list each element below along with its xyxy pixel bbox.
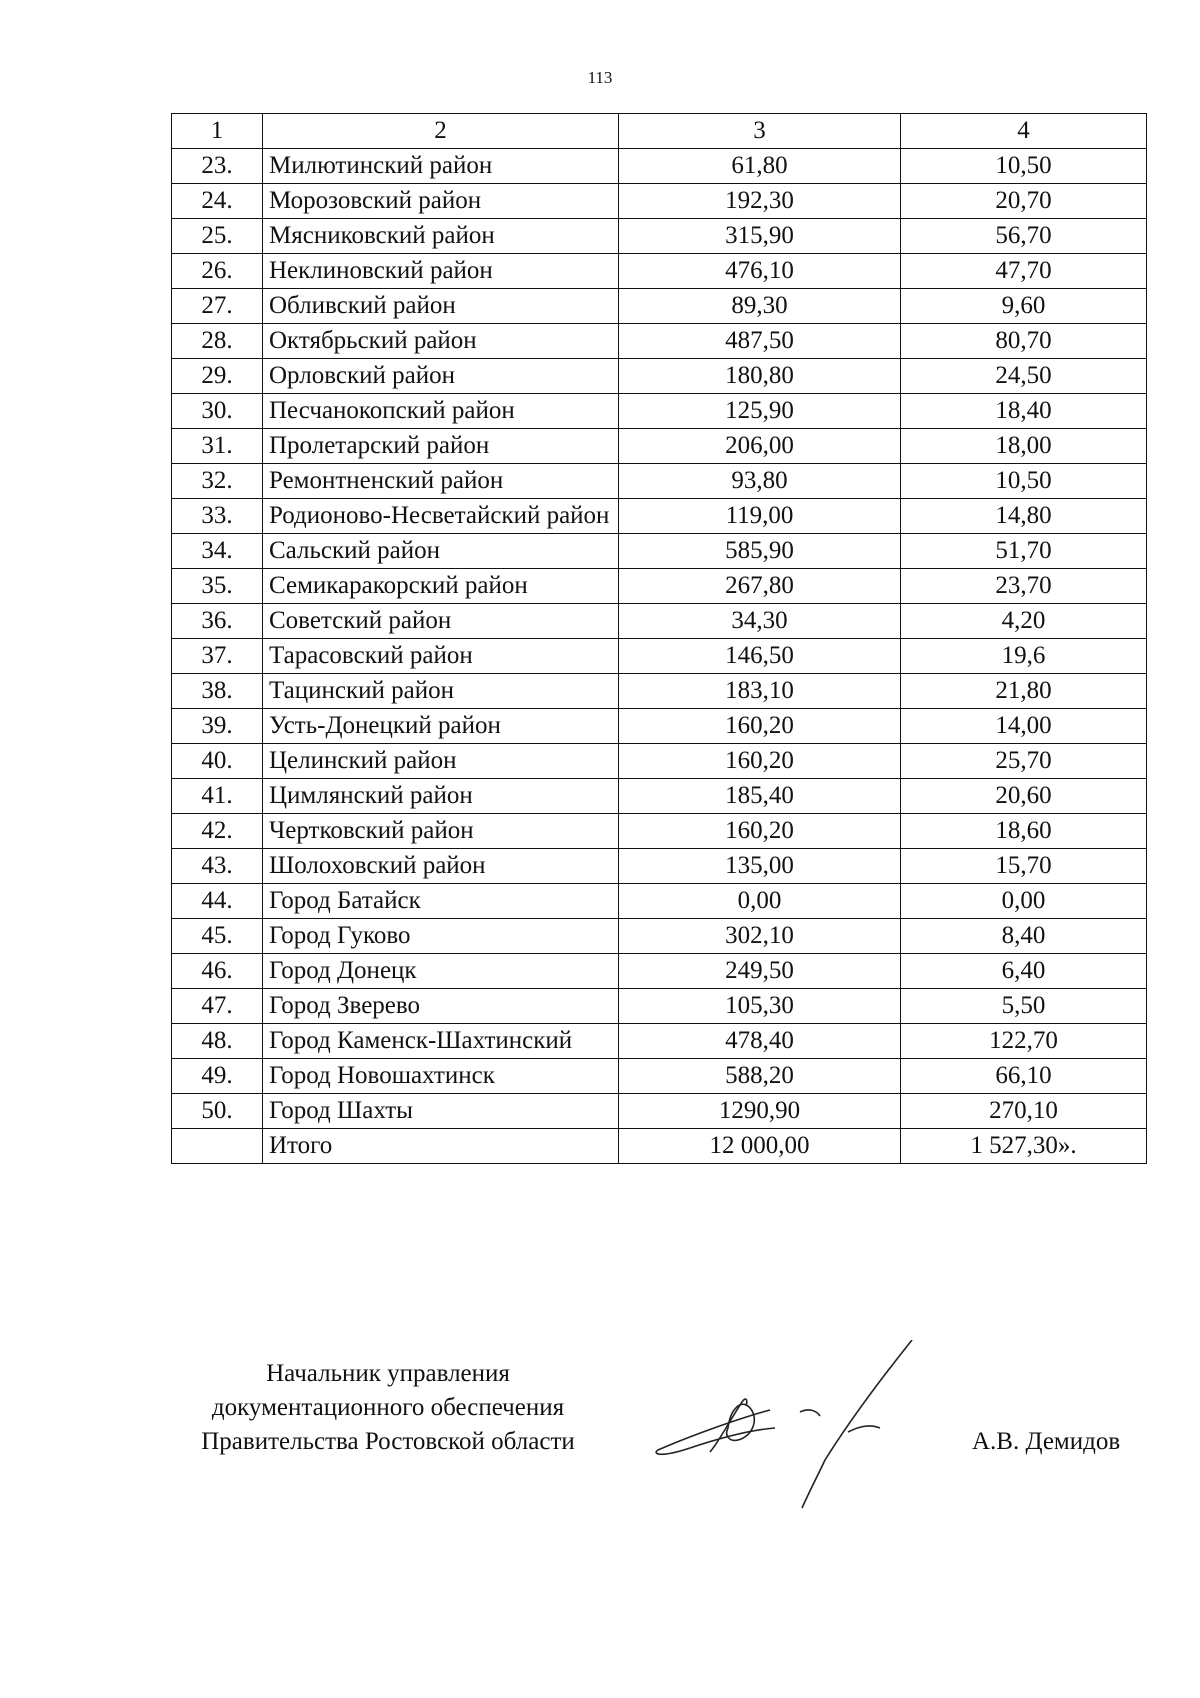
row-number-cell: 41.	[172, 779, 263, 814]
value-cell: 14,00	[901, 709, 1147, 744]
district-name-cell: Целинский район	[263, 744, 619, 779]
value-cell: 80,70	[901, 324, 1147, 359]
value-cell: 249,50	[619, 954, 901, 989]
district-name-cell: Неклиновский район	[263, 254, 619, 289]
district-name-cell: Чертковский район	[263, 814, 619, 849]
value-cell: 14,80	[901, 499, 1147, 534]
header-cell: 2	[263, 114, 619, 149]
row-number-cell: 44.	[172, 884, 263, 919]
table-row	[172, 429, 1147, 464]
value-cell: 588,20	[619, 1059, 901, 1094]
signatory-name: А.В. Демидов	[972, 1428, 1121, 1455]
value-cell: 10,50	[901, 464, 1147, 499]
value-cell: 135,00	[619, 849, 901, 884]
header-cell: 3	[619, 114, 901, 149]
table-row	[172, 359, 1147, 394]
value-cell: 21,80	[901, 674, 1147, 709]
value-cell: 185,40	[619, 779, 901, 814]
signature-title-line: документационного обеспечения	[211, 1394, 565, 1421]
total-row	[172, 1129, 1147, 1164]
row-number-cell: 23.	[172, 149, 263, 184]
value-cell: 122,70	[901, 1024, 1147, 1059]
value-cell: 119,00	[619, 499, 901, 534]
value-cell: 1290,90	[619, 1094, 901, 1129]
value-cell: 146,50	[619, 639, 901, 674]
value-cell: 15,70	[901, 849, 1147, 884]
value-cell: 25,70	[901, 744, 1147, 779]
district-name-cell: Пролетарский район	[263, 429, 619, 464]
district-name-cell: Тацинский район	[263, 674, 619, 709]
value-cell: 6,40	[901, 954, 1147, 989]
district-name-cell: Советский район	[263, 604, 619, 639]
page-number: 113	[587, 68, 613, 87]
value-cell: 34,30	[619, 604, 901, 639]
table-row	[172, 149, 1147, 184]
district-name-cell: Орловский район	[263, 359, 619, 394]
value-cell: 61,80	[619, 149, 901, 184]
table-row	[172, 814, 1147, 849]
district-name-cell: Сальский район	[263, 534, 619, 569]
table-row	[172, 289, 1147, 324]
value-cell: 478,40	[619, 1024, 901, 1059]
value-cell: 8,40	[901, 919, 1147, 954]
value-cell: 270,10	[901, 1094, 1147, 1129]
district-name-cell: Тарасовский район	[263, 639, 619, 674]
row-number-cell: 36.	[172, 604, 263, 639]
row-number-cell: 42.	[172, 814, 263, 849]
row-number-cell: 48.	[172, 1024, 263, 1059]
district-name-cell: Обливский район	[263, 289, 619, 324]
value-cell: 105,30	[619, 989, 901, 1024]
value-cell: 10,50	[901, 149, 1147, 184]
value-cell: 315,90	[619, 219, 901, 254]
signature-title-line: Начальник управления	[266, 1360, 510, 1387]
district-name-cell: Семикаракорский район	[263, 569, 619, 604]
value-cell: 89,30	[619, 289, 901, 324]
value-cell: 476,10	[619, 254, 901, 289]
district-name-cell: Усть-Донецкий район	[263, 709, 619, 744]
value-cell: 19,6	[901, 639, 1147, 674]
value-cell: 56,70	[901, 219, 1147, 254]
district-name-cell: Мясниковский район	[263, 219, 619, 254]
signature-title-line: Правительства Ростовской области	[201, 1428, 575, 1455]
district-name-cell: Город Батайск	[263, 884, 619, 919]
row-number-cell: 47.	[172, 989, 263, 1024]
value-cell: 487,50	[619, 324, 901, 359]
header-cell: 4	[901, 114, 1147, 149]
total-empty-cell	[172, 1129, 263, 1164]
table-header-row	[172, 114, 1147, 149]
table-row	[172, 464, 1147, 499]
handwritten-signature	[650, 1340, 940, 1510]
row-number-cell: 29.	[172, 359, 263, 394]
row-number-cell: 32.	[172, 464, 263, 499]
row-number-cell: 30.	[172, 394, 263, 429]
value-cell: 0,00	[619, 884, 901, 919]
total-value-cell: 12 000,00	[619, 1129, 901, 1164]
value-cell: 4,20	[901, 604, 1147, 639]
district-name-cell: Октябрьский район	[263, 324, 619, 359]
row-number-cell: 25.	[172, 219, 263, 254]
row-number-cell: 33.	[172, 499, 263, 534]
value-cell: 93,80	[619, 464, 901, 499]
district-name-cell: Город Каменск-Шахтинский	[263, 1024, 619, 1059]
row-number-cell: 45.	[172, 919, 263, 954]
value-cell: 180,80	[619, 359, 901, 394]
value-cell: 47,70	[901, 254, 1147, 289]
value-cell: 160,20	[619, 814, 901, 849]
table-row	[172, 394, 1147, 429]
value-cell: 160,20	[619, 744, 901, 779]
district-name-cell: Милютинский район	[263, 149, 619, 184]
table-row	[172, 639, 1147, 674]
header-cell: 1	[172, 114, 263, 149]
row-number-cell: 46.	[172, 954, 263, 989]
row-number-cell: 34.	[172, 534, 263, 569]
district-name-cell: Ремонтненский район	[263, 464, 619, 499]
value-cell: 206,00	[619, 429, 901, 464]
value-cell: 18,40	[901, 394, 1147, 429]
value-cell: 0,00	[901, 884, 1147, 919]
table-row	[172, 744, 1147, 779]
table-row	[172, 1059, 1147, 1094]
district-name-cell: Город Зверево	[263, 989, 619, 1024]
value-cell: 160,20	[619, 709, 901, 744]
table-row	[172, 674, 1147, 709]
row-number-cell: 28.	[172, 324, 263, 359]
value-cell: 192,30	[619, 184, 901, 219]
value-cell: 267,80	[619, 569, 901, 604]
value-cell: 125,90	[619, 394, 901, 429]
district-name-cell: Морозовский район	[263, 184, 619, 219]
value-cell: 24,50	[901, 359, 1147, 394]
table-row	[172, 919, 1147, 954]
table-row	[172, 849, 1147, 884]
table-row	[172, 604, 1147, 639]
value-cell: 51,70	[901, 534, 1147, 569]
district-name-cell: Город Новошахтинск	[263, 1059, 619, 1094]
district-name-cell: Цимлянский район	[263, 779, 619, 814]
row-number-cell: 39.	[172, 709, 263, 744]
row-number-cell: 38.	[172, 674, 263, 709]
table-row	[172, 1024, 1147, 1059]
table-row	[172, 954, 1147, 989]
district-name-cell: Песчанокопский район	[263, 394, 619, 429]
value-cell: 18,60	[901, 814, 1147, 849]
table-row	[172, 989, 1147, 1024]
table-row	[172, 779, 1147, 814]
table-row	[172, 499, 1147, 534]
value-cell: 183,10	[619, 674, 901, 709]
value-cell: 20,70	[901, 184, 1147, 219]
district-name-cell: Город Гуково	[263, 919, 619, 954]
district-name-cell: Шолоховский район	[263, 849, 619, 884]
value-cell: 302,10	[619, 919, 901, 954]
row-number-cell: 43.	[172, 849, 263, 884]
district-name-cell: Родионово-Несветайский район	[263, 499, 619, 534]
row-number-cell: 50.	[172, 1094, 263, 1129]
total-value-cell: 1 527,30».	[901, 1129, 1147, 1164]
district-name-cell: Город Донецк	[263, 954, 619, 989]
value-cell: 5,50	[901, 989, 1147, 1024]
signature-title	[168, 1357, 608, 1459]
row-number-cell: 37.	[172, 639, 263, 674]
table-row	[172, 569, 1147, 604]
table-row	[172, 534, 1147, 569]
table-row	[172, 254, 1147, 289]
table-row	[172, 884, 1147, 919]
row-number-cell: 35.	[172, 569, 263, 604]
value-cell: 23,70	[901, 569, 1147, 604]
data-table	[171, 113, 1147, 1164]
table-row	[172, 184, 1147, 219]
row-number-cell: 40.	[172, 744, 263, 779]
value-cell: 20,60	[901, 779, 1147, 814]
table-row	[172, 324, 1147, 359]
table-row	[172, 709, 1147, 744]
district-name-cell: Город Шахты	[263, 1094, 619, 1129]
value-cell: 18,00	[901, 429, 1147, 464]
table-row	[172, 219, 1147, 254]
row-number-cell: 24.	[172, 184, 263, 219]
row-number-cell: 49.	[172, 1059, 263, 1094]
value-cell: 66,10	[901, 1059, 1147, 1094]
value-cell: 585,90	[619, 534, 901, 569]
row-number-cell: 27.	[172, 289, 263, 324]
total-label-cell: Итого	[263, 1129, 619, 1164]
value-cell: 9,60	[901, 289, 1147, 324]
row-number-cell: 31.	[172, 429, 263, 464]
table-row	[172, 1094, 1147, 1129]
row-number-cell: 26.	[172, 254, 263, 289]
